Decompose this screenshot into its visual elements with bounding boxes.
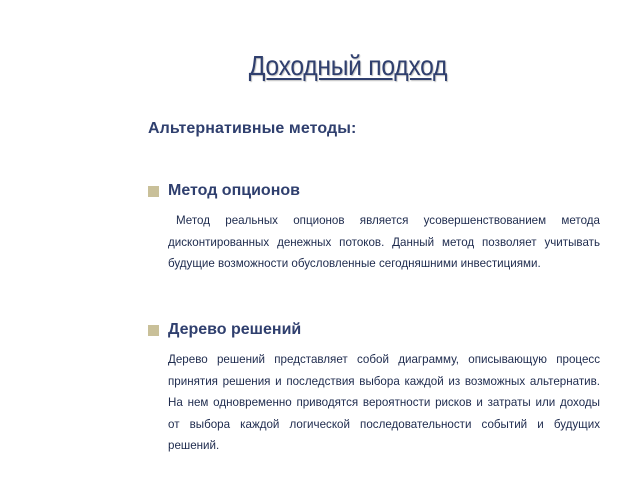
square-bullet-icon — [148, 186, 159, 197]
section-options-title: Метод опционов — [168, 182, 300, 199]
section-decision-tree-body: Дерево решений представляет собой диаграмму, описывающую процесс принятия решения и последствия выбора каждой из возможных альтернатив. На нем одновременно приводятся вероятности рисков и затраты или доходы от выбора каждой логической последовательности событий и будущих решений. — [168, 353, 600, 452]
square-bullet-icon — [148, 325, 159, 336]
section-options-body: Метод реальных опционов является усовершенствованием метода дисконтированных денежных потоков. Данный метод позволяет учитывать будущие возможности обусловленные сегодняшними инвестициями. — [168, 214, 600, 270]
section-options-header — [148, 180, 300, 202]
section-decision-tree-title: Дерево решений — [168, 321, 302, 338]
slide-subtitle: Альтернативные методы: — [148, 120, 357, 137]
section-decision-tree-header — [148, 319, 301, 341]
slide-title: Доходный подход — [248, 50, 448, 81]
